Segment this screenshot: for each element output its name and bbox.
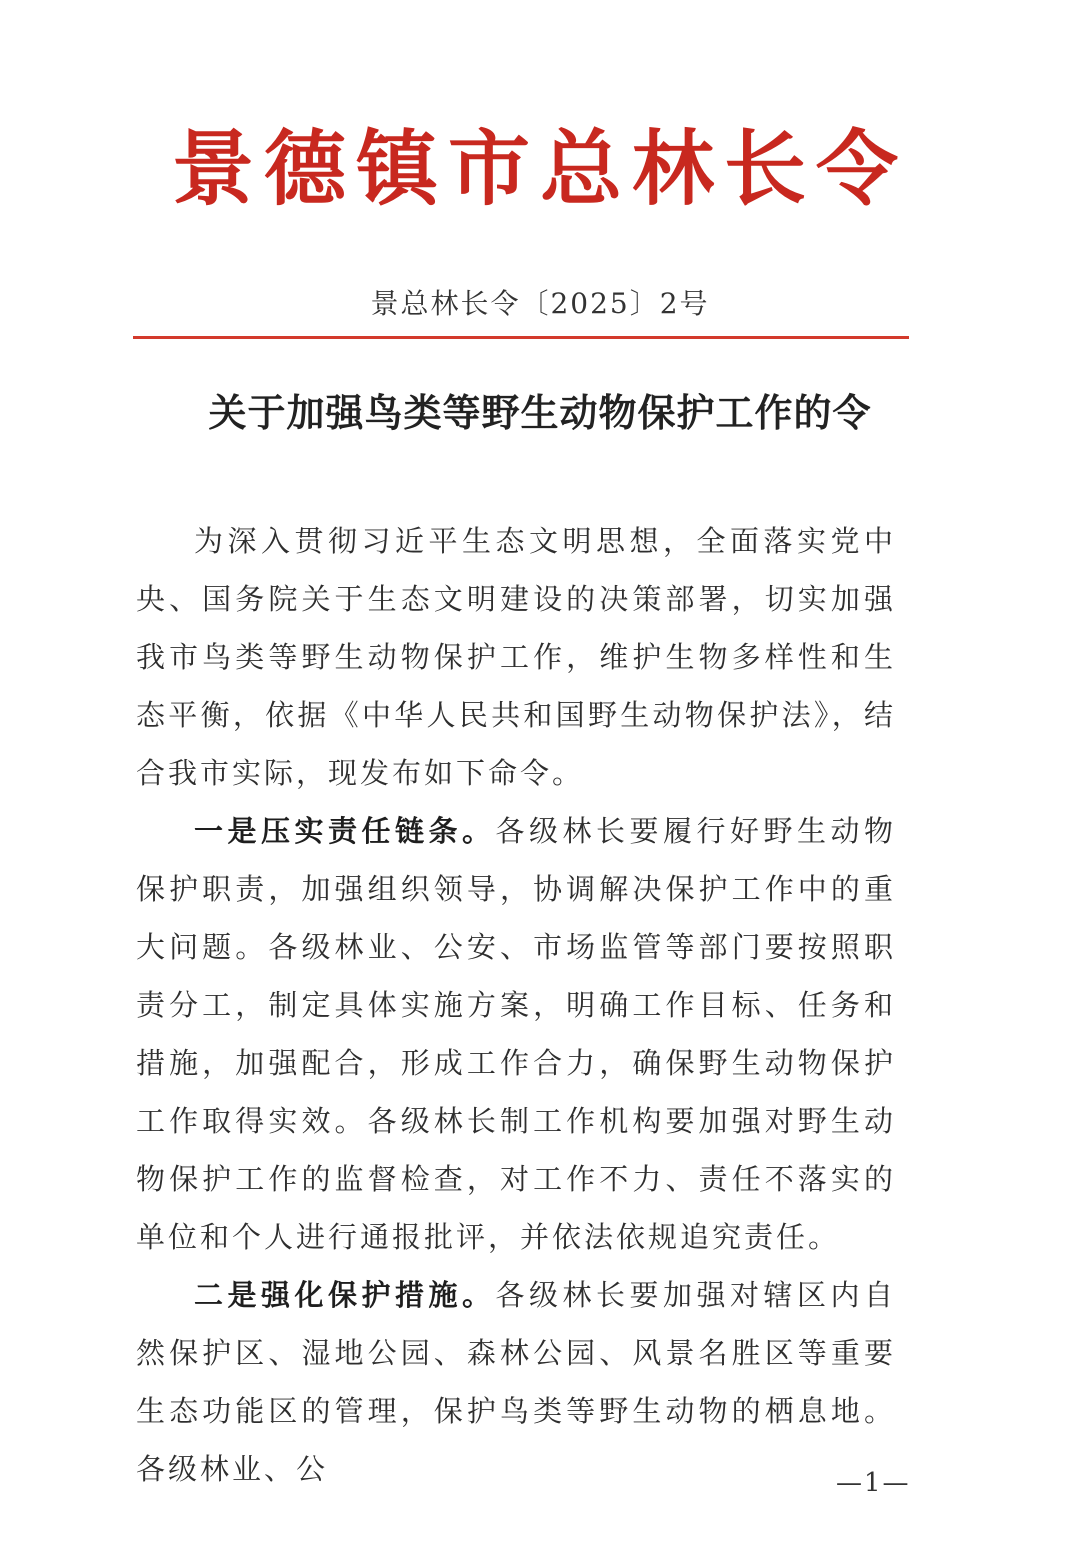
masthead-title: 景德镇市总林长令 — [171, 121, 908, 217]
body-paragraph — [136, 1266, 896, 1498]
paragraph-text: 各级林长要履行好野生动物保护职责，加强组织领导，协调解决保护工作中的重大问题。各级林业、公安、市场监管等部门要按照职责分工，制定具体实施方案，明确工作目标、任务和措施，加强配合，形成工作合力，确保野生动物保护工作取得实效。各级林长制工作机构要加强对野生动物保护工作的监督检查，对工作不力、责任不落实的单位和个人进行通报批评，并依法依规追究责任。 — [136, 814, 896, 1254]
red-separator-line — [133, 336, 909, 339]
document-number: 景总林长令〔2025〕2号 — [370, 287, 710, 320]
body-paragraph — [136, 512, 896, 802]
page-number: —1— — [836, 1468, 911, 1498]
paragraph-text: 各级林长要加强对辖区内自然保护区、湿地公园、森林公园、风景名胜区等重要生态功能区的管理，保护鸟类等野生动物的栖息地。各级林业、公 — [136, 1278, 896, 1486]
body-paragraph — [136, 802, 896, 1266]
document-body — [136, 512, 896, 1498]
paragraph-lead: 一是压实责任链条。 — [194, 814, 496, 848]
paragraph-lead: 二是强化保护措施。 — [194, 1278, 496, 1312]
document-title: 关于加强鸟类等野生动物保护工作的令 — [208, 390, 872, 435]
paragraph-text: 为深入贯彻习近平生态文明思想，全面落实党中央、国务院关于生态文明建设的决策部署，切实加强我市鸟类等野生动物保护工作，维护生物多样性和生态平衡，依据《中华人民共和国野生动物保护法》，结合我市实际，现发布如下命令。 — [136, 524, 896, 790]
